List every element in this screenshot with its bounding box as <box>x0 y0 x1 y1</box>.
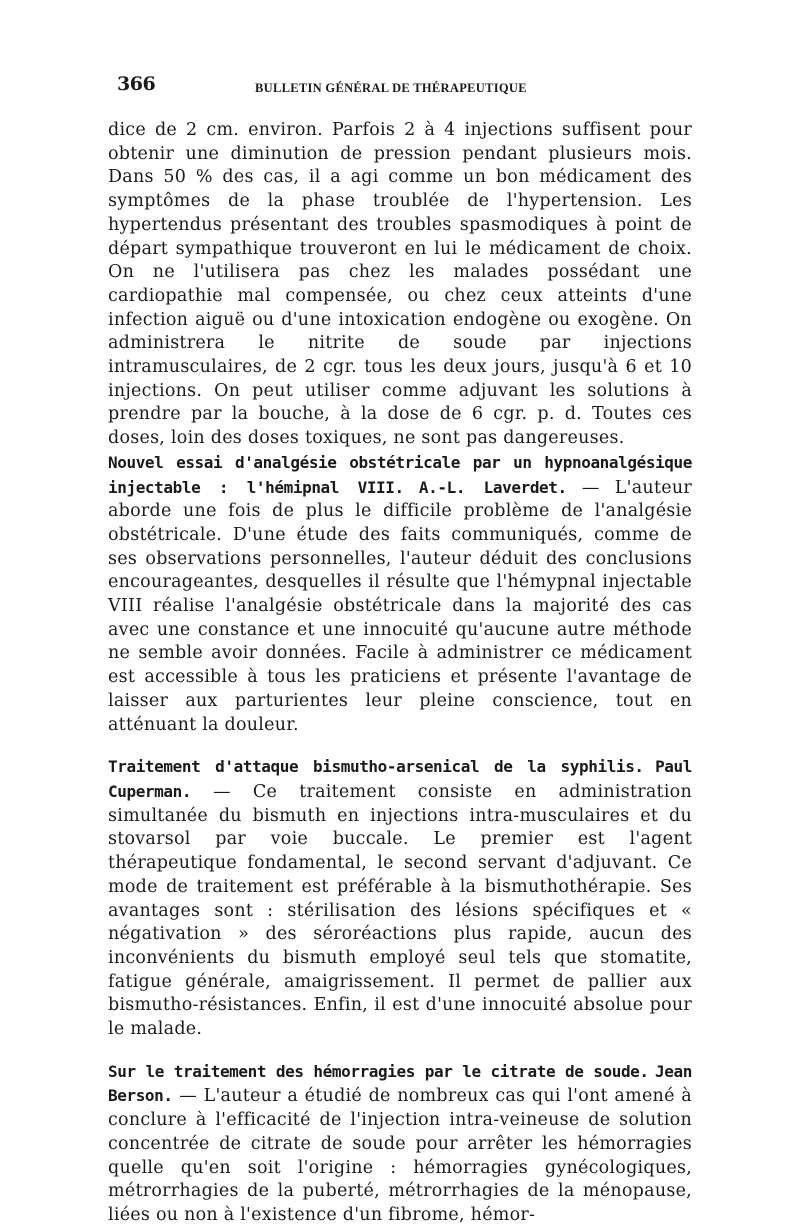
section-title: Traitement d'attaque bismutho-arsenical de la syphilis. <box>108 757 644 777</box>
section-author: A.-L. Laverdet. <box>418 477 567 497</box>
section-body: — L'auteur a étudié de nombreux cas qui l'ont amené à conclure à l'efficacité de l'injection intra-veineuse de solution concentrée de citrate de soude pour arrêter les hémorragies quelle qu'en soit l'origine : hémorragies gynécologiques, métrorrhagies de la puberté, métrorrhagies de la ménopause, liées ou non à l'existence d'un fibrome, hémor- <box>108 1086 692 1225</box>
section-citrate <box>108 1060 692 1228</box>
section-title: Nouvel essai d'analgésie obstétricale par un hypnoanalgésique injectable : l'hémipnal VIII. <box>108 452 692 497</box>
intro-text: dice de 2 cm. environ. Parfois 2 à 4 injections suffisent pour obtenir une diminution de pression pendant plusieurs mois. Dans 50 % des cas, il a agi comme un bon médicament des symptômes de la phase troublée de l'hypertension. Les hypertendus présentant des troubles spasmodiques à point de départ sympathique trouveront en lui le médicament de choix. On ne l'utilisera pas chez les malades possédant une cardiopathie mal compensée, ou chez ceux atteints d'une infection aiguë ou d'une intoxication endogène ou exogène. On administrera le nitrite de soude par injections intramusculaires, de 2 cgr. tous les deux jours, jusqu'à 6 et 10 injections. On peut utiliser comme adjuvant les solutions à prendre par la bouche, à la dose de 6 cgr. p. d. Toutes ces doses, loin des doses toxiques, ne sont pas dangereuses. <box>108 120 692 449</box>
section-title: Sur le traitement des hémorragies par le citrate de soude. <box>108 1061 649 1081</box>
intro-paragraph <box>108 119 692 451</box>
section-author: Paul Cuperman. <box>108 757 692 801</box>
section-body: — L'auteur aborde une fois de plus le difficile problème de l'analgésie obstétricale. D'une étude des faits communiqués, comme de ses observations personnelles, l'auteur déduit des conclusions encourageantes, desquelles il résulte que l'hémypnal injectable VIII réalise l'analgésie obstétricale dans la majorité des cas avec une constance et une innocuité qu'aucune autre méthode ne semble avoir données. Facile à administrer ce médicament est accessible à tous les praticiens et présente l'avantage de laisser aux parturientes leur pleine conscience, tout en atténuant la douleur. <box>108 477 692 735</box>
section-syphilis <box>108 755 692 1041</box>
page-text <box>108 119 692 1228</box>
page-number: 366 <box>117 73 156 95</box>
section-author: Jean Berson. <box>108 1061 692 1106</box>
section-hemipnal <box>108 451 692 737</box>
section-body: — Ce traitement consiste en administration simultanée du bismuth en injections intra-musculaires et du stovarsol par voie buccale. Le premier est l'agent thérapeutique fondamental, le second servant d'adjuvant. Ce mode de traitement est préférable à la bismuthothérapie. Ses avantages sont : stérilisation des lésions spécifiques et « négativation » des séroréactions plus rapide, aucun des inconvénients du bismuth employé seul tels que stomatite, fatigue générale, amaigrissement. Il permet de pallier aux bismutho-résistances. Enfin, il est d'une innocuité absolue pour le malade. <box>108 781 692 1040</box>
running-title: BULLETIN GÉNÉRAL DE THÉRAPEUTIQUE <box>255 81 527 95</box>
